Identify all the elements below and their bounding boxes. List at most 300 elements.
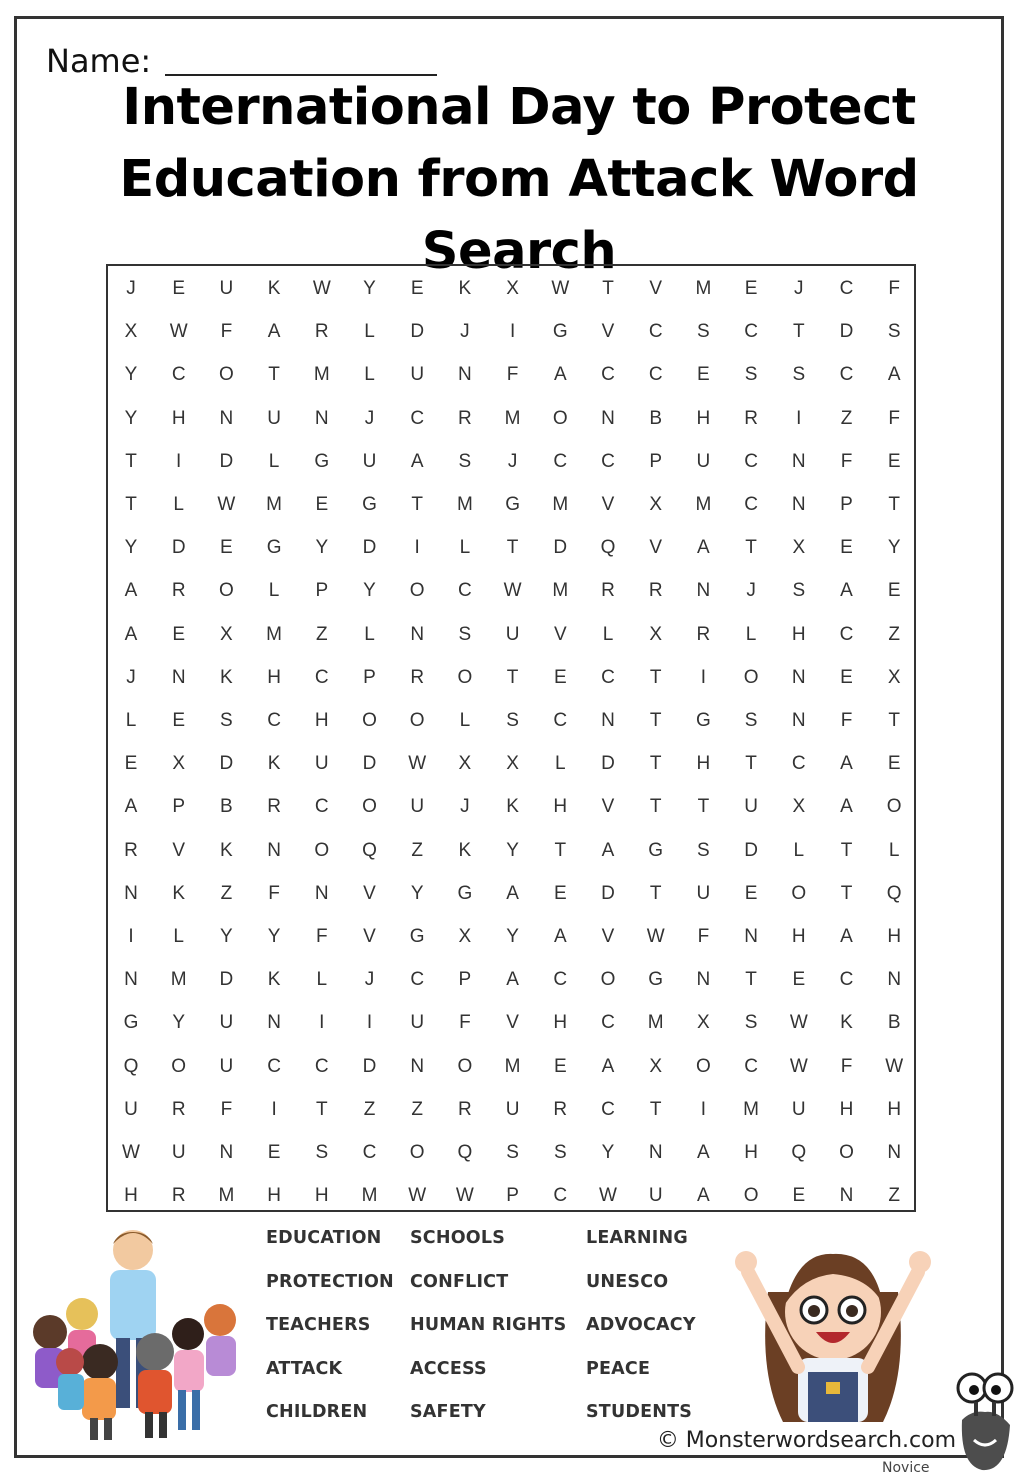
grid-letter[interactable]: T — [649, 666, 662, 688]
grid-letter[interactable]: S — [744, 710, 758, 731]
grid-letter[interactable]: L — [745, 623, 757, 645]
grid-letter[interactable]: U — [124, 1098, 138, 1120]
grid-letter[interactable]: N — [791, 494, 806, 515]
grid-letter[interactable]: Q — [123, 1055, 139, 1077]
grid-letter[interactable]: M — [266, 494, 282, 515]
grid-letter[interactable]: Z — [363, 1098, 376, 1120]
grid-letter[interactable]: G — [648, 839, 664, 861]
grid-letter[interactable]: C — [267, 1055, 281, 1077]
grid-letter[interactable]: N — [410, 623, 425, 645]
grid-letter[interactable]: A — [697, 1142, 710, 1163]
grid-letter[interactable]: E — [887, 450, 901, 472]
grid-letter[interactable]: T — [840, 839, 853, 861]
grid-letter[interactable]: G — [696, 710, 711, 731]
grid-letter[interactable]: O — [791, 882, 807, 904]
grid-letter[interactable]: K — [220, 839, 233, 861]
grid-letter[interactable]: C — [744, 1055, 758, 1077]
grid-letter[interactable]: E — [553, 882, 567, 904]
grid-letter[interactable]: G — [648, 969, 664, 991]
grid-letter[interactable]: T — [840, 882, 853, 904]
grid-letter[interactable]: C — [601, 1012, 615, 1034]
grid-letter[interactable]: L — [459, 710, 471, 731]
grid-letter[interactable]: A — [124, 580, 138, 602]
grid-letter[interactable]: Y — [410, 882, 424, 904]
grid-letter[interactable]: Z — [411, 839, 423, 861]
grid-letter[interactable]: R — [267, 796, 281, 818]
grid-letter[interactable]: C — [314, 666, 329, 688]
grid-letter[interactable]: Q — [457, 1142, 473, 1163]
grid-letter[interactable]: G — [457, 882, 473, 904]
grid-letter[interactable]: L — [888, 839, 900, 861]
grid-letter[interactable]: N — [791, 666, 806, 688]
grid-letter[interactable]: M — [266, 623, 282, 645]
grid-letter[interactable]: C — [744, 321, 758, 343]
grid-letter[interactable]: I — [796, 407, 802, 429]
grid-letter[interactable]: N — [696, 969, 711, 991]
grid-letter[interactable]: Y — [363, 580, 376, 602]
grid-letter[interactable]: M — [647, 1012, 664, 1034]
grid-letter[interactable]: Y — [220, 926, 233, 947]
grid-letter[interactable]: N — [314, 882, 329, 904]
grid-letter[interactable]: E — [124, 753, 138, 775]
grid-letter[interactable]: I — [128, 926, 134, 947]
grid-letter[interactable]: U — [696, 450, 711, 472]
grid-letter[interactable]: T — [268, 364, 280, 386]
grid-letter[interactable]: C — [267, 710, 281, 731]
grid-letter[interactable]: T — [888, 710, 900, 731]
grid-letter[interactable]: U — [696, 882, 711, 904]
grid-letter[interactable]: V — [649, 537, 663, 559]
grid-letter[interactable]: W — [646, 926, 665, 947]
grid-letter[interactable]: X — [887, 666, 901, 688]
grid-letter[interactable]: T — [888, 494, 900, 515]
grid-letter[interactable]: T — [649, 710, 662, 731]
grid-letter[interactable]: A — [410, 450, 424, 472]
grid-letter[interactable]: K — [506, 796, 519, 818]
grid-letter[interactable]: D — [601, 753, 615, 775]
grid-letter[interactable]: G — [314, 450, 330, 472]
grid-letter[interactable]: O — [409, 1142, 425, 1163]
grid-letter[interactable]: H — [267, 1185, 281, 1207]
grid-letter[interactable]: L — [125, 710, 137, 731]
grid-letter[interactable]: A — [697, 537, 710, 559]
grid-letter[interactable]: E — [172, 278, 186, 299]
grid-letter[interactable]: F — [506, 364, 519, 386]
grid-letter[interactable]: X — [792, 537, 806, 559]
grid-letter[interactable]: L — [316, 969, 328, 991]
grid-letter[interactable]: B — [887, 1012, 901, 1034]
grid-letter[interactable]: L — [793, 839, 805, 861]
grid-letter[interactable]: C — [410, 407, 425, 429]
grid-letter[interactable]: O — [696, 1055, 711, 1077]
grid-letter[interactable]: D — [839, 321, 854, 343]
grid-letter[interactable]: G — [123, 1012, 139, 1034]
grid-letter[interactable]: R — [601, 580, 615, 602]
grid-letter[interactable]: L — [602, 623, 614, 645]
grid-letter[interactable]: Y — [267, 926, 281, 947]
grid-letter[interactable]: T — [745, 753, 757, 775]
grid-letter[interactable]: H — [887, 926, 902, 947]
grid-letter[interactable]: L — [459, 537, 471, 559]
grid-letter[interactable]: E — [220, 537, 233, 559]
grid-letter[interactable]: W — [789, 1055, 808, 1077]
grid-letter[interactable]: T — [125, 450, 137, 472]
grid-letter[interactable]: W — [789, 1012, 808, 1034]
grid-letter[interactable]: N — [219, 407, 234, 429]
grid-letter[interactable]: A — [553, 926, 567, 947]
grid-letter[interactable]: R — [171, 1185, 186, 1207]
grid-letter[interactable]: L — [173, 926, 184, 947]
grid-letter[interactable]: B — [220, 796, 233, 818]
grid-letter[interactable]: W — [408, 753, 427, 775]
grid-letter[interactable]: N — [124, 882, 138, 904]
word-search-grid[interactable] — [106, 264, 916, 1212]
grid-letter[interactable]: C — [839, 278, 854, 299]
grid-letter[interactable]: F — [315, 926, 328, 947]
grid-letter[interactable]: S — [744, 364, 758, 386]
grid-letter[interactable]: A — [840, 796, 853, 818]
grid-letter[interactable]: X — [792, 796, 806, 818]
grid-letter[interactable]: F — [840, 1055, 853, 1077]
grid-letter[interactable]: M — [361, 1185, 378, 1207]
grid-letter[interactable]: A — [697, 1185, 710, 1207]
grid-letter[interactable]: L — [268, 450, 280, 472]
grid-letter[interactable]: X — [506, 278, 519, 299]
grid-letter[interactable]: Z — [220, 882, 233, 904]
grid-letter[interactable]: J — [460, 321, 470, 343]
grid-letter[interactable]: O — [362, 710, 377, 731]
grid-letter[interactable]: U — [314, 753, 329, 775]
grid-letter[interactable]: T — [506, 537, 519, 559]
grid-letter[interactable]: S — [458, 623, 472, 645]
grid-letter[interactable]: E — [792, 969, 806, 991]
grid-letter[interactable]: A — [267, 321, 281, 343]
grid-letter[interactable]: C — [601, 450, 615, 472]
grid-letter[interactable]: S — [697, 839, 710, 861]
grid-letter[interactable]: L — [364, 321, 375, 343]
grid-letter[interactable]: R — [744, 407, 758, 429]
grid-letter[interactable]: C — [601, 666, 615, 688]
grid-letter[interactable]: T — [125, 494, 137, 515]
grid-letter[interactable]: S — [792, 364, 806, 386]
grid-letter[interactable]: K — [172, 882, 186, 904]
grid-letter[interactable]: N — [648, 1142, 663, 1163]
grid-letter[interactable]: C — [171, 364, 186, 386]
grid-letter[interactable]: S — [792, 580, 806, 602]
grid-letter[interactable]: I — [319, 1012, 325, 1034]
grid-letter[interactable]: R — [124, 839, 138, 861]
grid-letter[interactable]: L — [364, 623, 375, 645]
grid-letter[interactable]: C — [553, 1185, 568, 1207]
grid-letter[interactable]: H — [553, 796, 568, 818]
grid-letter[interactable]: E — [887, 580, 901, 602]
grid-letter[interactable]: O — [600, 969, 616, 991]
grid-letter[interactable]: I — [271, 1098, 277, 1120]
grid-letter[interactable]: E — [792, 1185, 806, 1207]
grid-letter[interactable]: J — [126, 278, 136, 299]
grid-letter[interactable]: H — [553, 1012, 568, 1034]
grid-letter[interactable]: V — [601, 321, 615, 343]
grid-letter[interactable]: X — [172, 753, 186, 775]
grid-letter[interactable]: M — [218, 1185, 235, 1207]
grid-letter[interactable]: H — [887, 1098, 902, 1120]
grid-letter[interactable]: U — [505, 1098, 520, 1120]
grid-letter[interactable]: N — [744, 926, 758, 947]
grid-letter[interactable]: E — [840, 666, 853, 688]
grid-letter[interactable]: T — [411, 494, 423, 515]
grid-letter[interactable]: C — [744, 450, 758, 472]
grid-letter[interactable]: C — [839, 623, 854, 645]
grid-letter[interactable]: U — [410, 1012, 425, 1034]
grid-letter[interactable]: T — [602, 278, 614, 299]
grid-letter[interactable]: M — [456, 494, 473, 515]
grid-letter[interactable]: P — [315, 580, 329, 602]
grid-letter[interactable]: C — [601, 364, 615, 386]
grid-letter[interactable]: I — [700, 666, 707, 688]
grid-letter[interactable]: M — [504, 407, 521, 429]
grid-letter[interactable]: O — [409, 580, 425, 602]
grid-letter[interactable]: V — [601, 494, 615, 515]
grid-letter[interactable]: K — [267, 278, 281, 299]
grid-letter[interactable]: U — [648, 1185, 663, 1207]
grid-letter[interactable]: I — [176, 450, 182, 472]
grid-letter[interactable]: G — [362, 494, 377, 515]
grid-letter[interactable]: O — [886, 796, 902, 818]
grid-letter[interactable]: F — [888, 278, 900, 299]
grid-letter[interactable]: S — [458, 450, 472, 472]
grid-letter[interactable]: R — [553, 1098, 568, 1120]
grid-letter[interactable]: S — [697, 321, 710, 343]
grid-letter[interactable]: R — [696, 623, 711, 645]
grid-letter[interactable]: Q — [600, 537, 616, 559]
grid-letter[interactable]: W — [408, 1185, 427, 1207]
grid-letter[interactable]: U — [219, 1055, 234, 1077]
grid-letter[interactable]: R — [171, 1098, 186, 1120]
grid-letter[interactable]: V — [506, 1012, 519, 1034]
grid-letter[interactable]: D — [744, 839, 758, 861]
grid-letter[interactable]: P — [840, 494, 853, 515]
grid-letter[interactable]: G — [409, 926, 425, 947]
grid-letter[interactable]: Y — [124, 537, 138, 559]
grid-letter[interactable]: D — [601, 882, 615, 904]
grid-letter[interactable]: H — [314, 1185, 329, 1207]
grid-letter[interactable]: A — [506, 969, 519, 991]
grid-letter[interactable]: H — [696, 407, 711, 429]
grid-letter[interactable]: X — [458, 926, 472, 947]
grid-letter[interactable]: S — [315, 1142, 329, 1163]
grid-letter[interactable]: C — [553, 450, 568, 472]
grid-letter[interactable]: M — [504, 1055, 521, 1077]
grid-letter[interactable]: R — [458, 1098, 472, 1120]
grid-letter[interactable]: I — [414, 537, 420, 559]
grid-letter[interactable]: T — [649, 882, 662, 904]
grid-letter[interactable]: J — [364, 407, 375, 429]
grid-letter[interactable]: H — [839, 1098, 854, 1120]
grid-letter[interactable]: D — [171, 537, 186, 559]
grid-letter[interactable]: N — [601, 407, 615, 429]
grid-letter[interactable]: M — [695, 494, 712, 515]
grid-letter[interactable]: I — [700, 1098, 707, 1120]
grid-letter[interactable]: M — [743, 1098, 759, 1120]
grid-letter[interactable]: A — [840, 753, 853, 775]
grid-letter[interactable]: G — [266, 537, 282, 559]
grid-letter[interactable]: C — [648, 321, 663, 343]
grid-letter[interactable]: V — [363, 882, 376, 904]
grid-letter[interactable]: D — [553, 537, 568, 559]
grid-letter[interactable]: O — [552, 407, 568, 429]
grid-letter[interactable]: H — [696, 753, 711, 775]
grid-letter[interactable]: O — [219, 580, 234, 602]
grid-letter[interactable]: N — [791, 710, 806, 731]
grid-letter[interactable]: H — [791, 926, 806, 947]
grid-letter[interactable]: T — [745, 969, 757, 991]
grid-letter[interactable]: M — [552, 580, 569, 602]
grid-letter[interactable]: T — [792, 321, 805, 343]
grid-letter[interactable]: Q — [886, 882, 902, 904]
grid-letter[interactable]: A — [840, 926, 853, 947]
grid-letter[interactable]: T — [315, 1098, 328, 1120]
grid-letter[interactable]: F — [220, 321, 233, 343]
grid-letter[interactable]: K — [220, 666, 233, 688]
grid-letter[interactable]: X — [649, 494, 663, 515]
grid-letter[interactable]: E — [410, 278, 424, 299]
grid-letter[interactable]: R — [314, 321, 329, 343]
grid-letter[interactable]: X — [458, 753, 472, 775]
grid-letter[interactable]: N — [696, 580, 711, 602]
grid-letter[interactable]: L — [555, 753, 566, 775]
grid-letter[interactable]: N — [887, 969, 902, 991]
grid-letter[interactable]: D — [410, 321, 425, 343]
grid-letter[interactable]: W — [551, 278, 570, 299]
grid-letter[interactable]: H — [267, 666, 281, 688]
grid-letter[interactable]: F — [459, 1012, 471, 1034]
grid-letter[interactable]: K — [267, 753, 281, 775]
grid-letter[interactable]: E — [840, 537, 853, 559]
grid-letter[interactable]: N — [791, 450, 806, 472]
grid-letter[interactable]: N — [219, 1142, 234, 1163]
grid-letter[interactable]: U — [219, 1012, 234, 1034]
grid-letter[interactable]: N — [171, 666, 186, 688]
grid-letter[interactable]: W — [217, 494, 236, 515]
grid-letter[interactable]: A — [124, 623, 138, 645]
grid-letter[interactable]: T — [649, 796, 662, 818]
grid-letter[interactable]: X — [649, 623, 663, 645]
grid-letter[interactable]: Y — [315, 537, 329, 559]
grid-letter[interactable]: E — [553, 666, 567, 688]
grid-letter[interactable]: W — [503, 580, 522, 602]
grid-letter[interactable]: K — [840, 1012, 853, 1034]
grid-letter[interactable]: F — [840, 710, 853, 731]
grid-letter[interactable]: B — [649, 407, 663, 429]
grid-letter[interactable]: Y — [506, 839, 519, 861]
grid-letter[interactable]: C — [553, 710, 568, 731]
grid-letter[interactable]: Z — [888, 623, 900, 645]
grid-letter[interactable]: G — [505, 494, 520, 515]
grid-letter[interactable]: D — [362, 537, 377, 559]
grid-letter[interactable]: E — [172, 710, 186, 731]
grid-letter[interactable]: P — [649, 450, 663, 472]
grid-letter[interactable]: H — [314, 710, 329, 731]
grid-letter[interactable]: V — [649, 278, 663, 299]
grid-letter[interactable]: Y — [124, 407, 138, 429]
grid-letter[interactable]: L — [173, 494, 184, 515]
grid-letter[interactable]: C — [601, 1098, 615, 1120]
grid-letter[interactable]: W — [455, 1185, 474, 1207]
grid-letter[interactable]: C — [458, 580, 472, 602]
grid-letter[interactable]: F — [220, 1098, 233, 1120]
grid-letter[interactable]: S — [887, 321, 901, 343]
grid-letter[interactable]: U — [410, 364, 425, 386]
grid-letter[interactable]: V — [601, 796, 615, 818]
grid-letter[interactable]: W — [169, 321, 188, 343]
grid-letter[interactable]: U — [362, 450, 377, 472]
grid-letter[interactable]: F — [697, 926, 710, 947]
grid-letter[interactable]: C — [648, 364, 663, 386]
grid-letter[interactable]: A — [601, 839, 615, 861]
grid-letter[interactable]: O — [219, 364, 234, 386]
grid-letter[interactable]: J — [364, 969, 375, 991]
grid-letter[interactable]: J — [460, 796, 470, 818]
grid-letter[interactable]: O — [743, 666, 759, 688]
grid-letter[interactable]: U — [505, 623, 520, 645]
grid-letter[interactable]: V — [601, 926, 615, 947]
grid-letter[interactable]: D — [219, 969, 234, 991]
grid-letter[interactable]: C — [410, 969, 425, 991]
grid-letter[interactable]: T — [649, 753, 662, 775]
grid-letter[interactable]: P — [458, 969, 472, 991]
grid-letter[interactable]: R — [458, 407, 472, 429]
grid-letter[interactable]: W — [312, 278, 331, 299]
grid-letter[interactable]: W — [885, 1055, 904, 1077]
grid-letter[interactable]: W — [599, 1185, 617, 1207]
grid-letter[interactable]: U — [791, 1098, 806, 1120]
grid-letter[interactable]: E — [315, 494, 329, 515]
grid-letter[interactable]: P — [506, 1185, 519, 1207]
grid-letter[interactable]: E — [267, 1142, 281, 1163]
grid-letter[interactable]: F — [268, 882, 280, 904]
grid-letter[interactable]: E — [697, 364, 710, 386]
grid-letter[interactable]: F — [888, 407, 900, 429]
grid-letter[interactable]: E — [744, 882, 758, 904]
grid-letter[interactable]: U — [744, 796, 758, 818]
grid-letter[interactable]: H — [171, 407, 186, 429]
grid-letter[interactable]: A — [887, 364, 901, 386]
grid-letter[interactable]: F — [840, 450, 853, 472]
grid-letter[interactable]: T — [554, 839, 567, 861]
grid-letter[interactable]: D — [362, 753, 377, 775]
grid-letter[interactable]: O — [362, 796, 377, 818]
grid-letter[interactable]: C — [362, 1142, 377, 1163]
grid-letter[interactable]: E — [887, 753, 901, 775]
grid-letter[interactable]: J — [794, 278, 804, 299]
grid-letter[interactable]: H — [124, 1185, 138, 1207]
grid-letter[interactable]: N — [601, 710, 615, 731]
grid-letter[interactable]: S — [506, 1142, 519, 1163]
grid-letter[interactable]: J — [746, 580, 756, 602]
grid-letter[interactable]: Z — [411, 1098, 423, 1120]
grid-letter[interactable]: A — [124, 796, 138, 818]
grid-letter[interactable]: R — [410, 666, 425, 688]
grid-letter[interactable]: X — [124, 321, 138, 343]
grid-letter[interactable]: T — [697, 796, 710, 818]
grid-letter[interactable]: L — [364, 364, 375, 386]
grid-letter[interactable]: N — [410, 1055, 425, 1077]
grid-letter[interactable]: T — [745, 537, 757, 559]
grid-letter[interactable]: T — [506, 666, 519, 688]
grid-letter[interactable]: Y — [887, 537, 901, 559]
grid-letter[interactable]: Z — [840, 407, 853, 429]
grid-letter[interactable]: N — [314, 407, 329, 429]
